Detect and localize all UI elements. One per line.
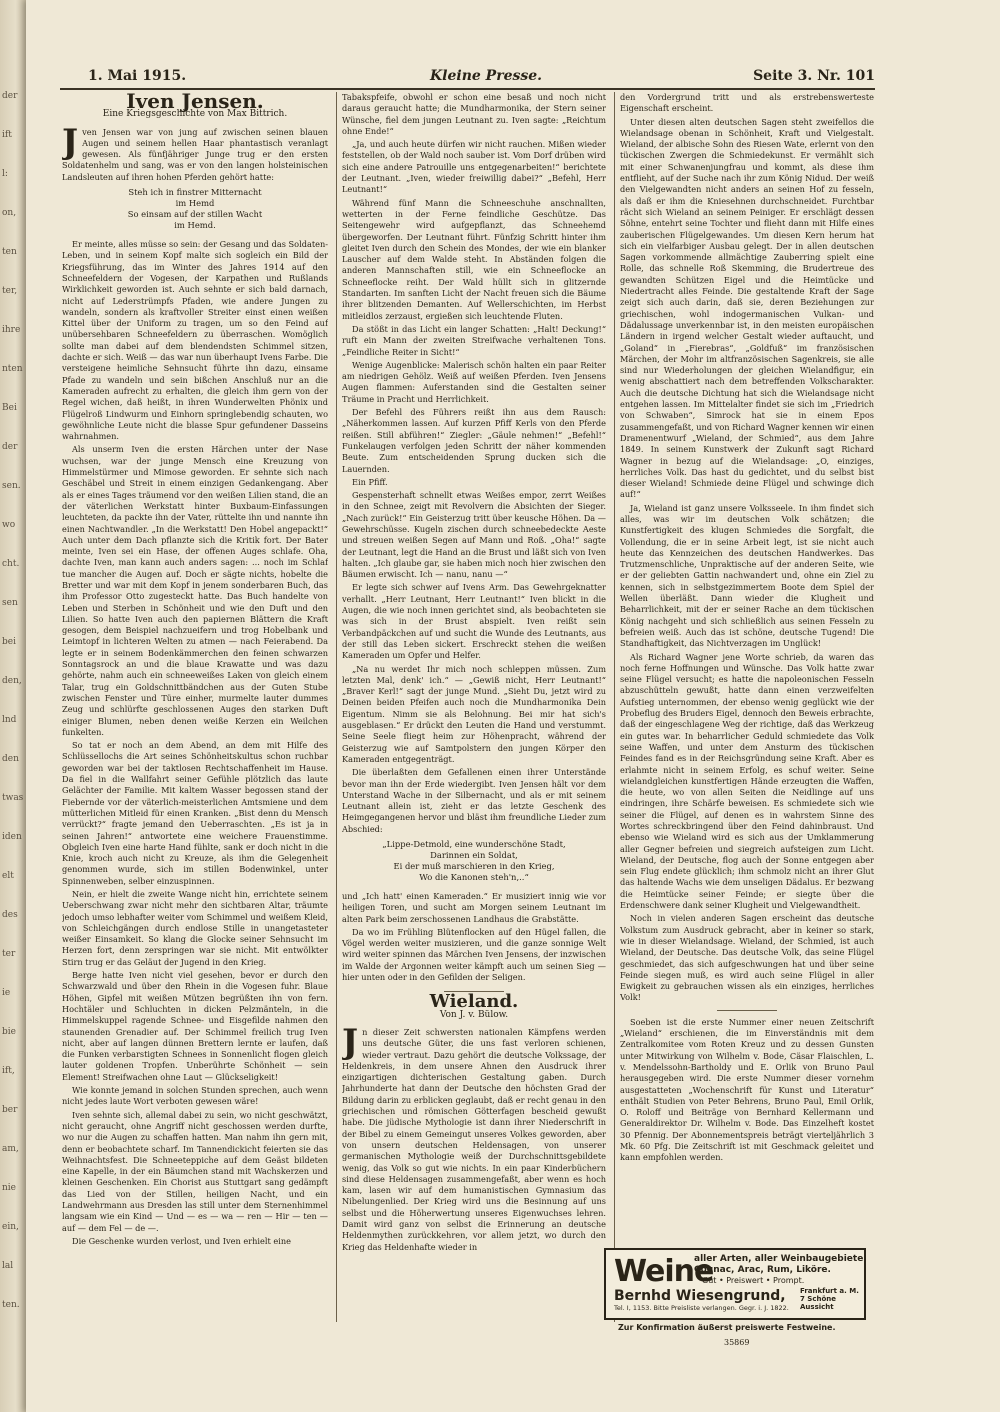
header-date: 1. Mai 1915. bbox=[88, 68, 187, 84]
binding-fragment: lal bbox=[2, 1261, 14, 1271]
notice-paragraph: Soeben ist die erste Nummer einer neuen Zeitschrift „Wieland“ erschienen, die im Einverständnis mit dem Zentralkomitee vom Roten Kreuz und zu dessen Gunsten unter Mitwirkung von Wilhelm v. Bode, Cäsar Flaischlen, L. v. Mendelssohn-Bartholdy und E. Orlik von Bruno Paul herausgegeben wird. Die erste Nummer dieser vornehm ausgestatteten „Wochenschrift für Kunst und Literatur“ enthält Studien von Peter Behrens, Bruno Paul, Emil Orlik, O. Roloff und Beiträge von Bernhard Kellermann und Generaldirektor Dr. Wilhelm v. Bode. Das Einzelheft kostet 30 Pfennig. Der Abonnementspreis beträgt vierteljährlich 3 Mk. 60 Pfg. Die Zeitschrift ist mit Geschmack geleitet und kann empfohlen werden. bbox=[620, 1016, 874, 1163]
song-poem bbox=[342, 839, 606, 883]
poem-line: Steh ich in finstrer Mitternacht bbox=[128, 187, 262, 198]
binding-fragment: ie bbox=[2, 988, 11, 998]
binding-fragment: sen. bbox=[2, 481, 21, 491]
binding-fragment: den bbox=[2, 754, 19, 764]
story-poem bbox=[62, 187, 328, 231]
binding-fragment: cht. bbox=[2, 559, 20, 569]
binding-fragment: lnd bbox=[2, 715, 17, 725]
ad-address: Frankfurt a. M. 7 Schöne Aussicht bbox=[800, 1287, 859, 1311]
binding-fragment: am, bbox=[2, 1144, 19, 1154]
poem-line: Wo die Kanonen steh'n,..“ bbox=[419, 872, 529, 882]
binding-fragment: bie bbox=[2, 1027, 16, 1037]
binding-fragment: ber bbox=[2, 1105, 18, 1115]
story-paragraph: Wenige Augenblicke: Malerisch schön halten ein paar Reiter am niedrigen Gehölz. Weiß auf weißen Pferden. Iven Jensens Augen flammen: Auferstanden sind die Gestalten seiner Träume in Pracht und Herrlichkeit. bbox=[342, 359, 606, 404]
story-intro: Jven Jensen war von jung auf zwischen seinen blauen Augen und seinem hellen Haar phantastisch veranlagt gewesen. Als fünfjähriger Junge trug er den ersten Soldatenhelm und sang, was er von den langen holsteinischen Landsleuten auf ihren hohen Pferden gehört hatte: bbox=[62, 121, 328, 182]
binding-fragment: ter bbox=[2, 949, 16, 959]
story-paragraph: Als unserm Iven die ersten Härchen unter der Nase wuchsen, war der junge Mensch eine Kreuzung von Himmelstürmer und Mimose geworden. Er sehnte sich nach Geschäbel und Streit in einem einzigen Gedankengang. Aber als er eines Tages träumend vor den weißen Lilien stand, die an der väterlichen Werkstatt hinter Buxbaum-Einfassungen leuchteten, da packte ihn der Vater, rüttelte ihn und nannte ihn einen Nachtwandler. „In die Werkstatt! Den Hobel angepackt!“ Auch unter dem Dach pflanzte sich die Kritik fort. Der Bater meinte, Iven sei ein Hase, der offenen Auges schlafe. Oha, dachte Iven, man kann auch anders sagen: ... noch im Schlaf tue mancher die Augen auf. Doch er sägte nichts, hobelte die Bretter und war mit dem Kopf in jenem sonderbaren Buch, das ihm Professor Otto zugesteckt hatte. Das Buch handelte von Leben und Sterben in Schönheit und wie den Duft und den Lilien. So hatte Iven auch den papiernen Blättern die Kraft gesogen, dem Beispiel nachzueifern und trog Hobelbank und Leimtopf in lichteren Welten zu atmen — nach Feierabend. Da legte er in seinem Bodenkämmerchen den feinen schwarzen Sonntagsrock an und die blaue Krawatte und was dazu gehörte, nahm auch ein schneeweißes Laken von gleich einem Talar, trug ein Goldschnittbändchen aus der Guten Stube zwischen Fenster und Türe einher, murmelte lauter dummes Zeug und schlürfte geschlossenen Auges den starken Duft einiger Blumen, neben denen weiße Kerzen ein Weilchen funkelten. bbox=[62, 444, 328, 737]
binding-fragment: elt bbox=[2, 871, 14, 881]
ad-phone: Tel. I, 1153. Bitte Preisliste verlangen. Gegr. i. J. 1822. bbox=[614, 1304, 789, 1312]
ad-company: Bernhd Wiesengrund, bbox=[614, 1288, 786, 1304]
story-paragraph: Die Geschenke wurden verlost, und Iven erhielt eine bbox=[72, 1235, 291, 1246]
poem-line: Darinnen ein Soldat, bbox=[430, 850, 518, 860]
article-paragraph: den Vordergrund tritt und als erstrebenswerteste Eigenschaft erscheint. bbox=[620, 92, 874, 114]
story-paragraph: Wie konnte jemand in solchen Stunden sprechen, auch wenn nicht jedes laute Wort verboten gewesen wäre! bbox=[62, 1085, 328, 1107]
story-paragraph: Berge hatte Iven nicht viel gesehen, bevor er durch den Schwarzwald und über den Rhein in die Vogesen fuhr. Blaue Höhen, Gipfel mit weißen Mützen begrüßten ihn von fern. Hochtäler und Schluchten in dicken Pelzmänteln, in die Himmelskuppel ragende Schnee- und Eisgefilde nahmen den staunenden Grenadier auf. Der Schimmel freilich trug Iven nicht, aber auf langen dünnen Brettern lernte er laufen, daß die Funken verbarstigten Schnees in Sonnenlicht flogen gleich lauter goldenen Tropfen. Unberührte Schönheit — sein Element! Streifwachen ohne Laut — Glückseligkeit! bbox=[62, 970, 328, 1082]
article-paragraph: Jn dieser Zeit schwersten nationalen Kämpfens werden uns deutsche Güter, die uns fast verloren schienen, wieder vertraut. Dazu gehört die deutsche Volkssage, der Heldenkreis, in dem unsere Ahnen den Ausdruck ihrer einzigartigen dichterischen Gestaltung gaben. Durch Jahrhunderte hat dann der Deutsche den höchsten Grad der Bildung darin zu erblicken geglaubt, daß er recht genau in den griechischen und römischen Götterfagen bescheid gewußt habe. Die jüdische Mythologie ist dann ihrer Niederschrift in der Bibel zu einem Gemeingut unseres Volkes geworden, aber von unsern deutschen Heldensagen, von unserer germanischen Mythologie weiß der Durchschnittsgebildete wenig, das Volk so gut wie nichts. In ein paar Kinderbüchern sind diese Heldensagen zusammengefaßt, aber wenn es hoch kam, lasen wir auf dem humanistischen Gymnasium das Nibelungenlied. Der Krieg wird uns die Besinnung auf uns selbst und die Höherwertung unseres Eigenwuchses lehren. Damit wird ganz von selbst die Erinnerung an deutsche Heldenmythen zurückkehren, vor allem jetzt, wo durch den Krieg das Heldenhafte wieder in bbox=[342, 1021, 606, 1252]
binding-fragment: iden bbox=[2, 832, 22, 842]
imprint-number: 35869 bbox=[724, 1338, 750, 1347]
story-paragraph: Während fünf Mann die Schneeschuhe anschnallten, wetterten in der Ferne feindliche Geschütze. Das Seitengewehr wird aufgepflanzt, das Schneehemd übergeworfen. Der Leutnant führt. Fünfzig Schritt hinter ihm gleitet Iven durch den Schein des Mondes, der wie ein blanker Lauscher auf dem Walde steht. In Abständen folgen die anderen Mannschaften still, wie ein Schneeflocke an Schneeflocke reiht. Der Wald hüllt sich in glitzernde Standarten. Im sanften Licht der Nacht freuen sich die Bäume ihrer blitzenden Demanten. Auf Wellerschichten, im Herbst mitleidlos zerzaust, ergießen sich leuchtende Fluten. bbox=[342, 197, 606, 321]
story-paragraph: Iven sehnte sich, allemal dabei zu sein, wo nicht geschwätzt, nicht geraucht, ohne Angriff nicht geschossen werden durfte, wo nur die Augen zu schaffen hatten. Man nahm ihn gern mit, denn er beobachtete scharf. Im Tannendickicht feierten sie das Weihnachtsfest. Die Schneeteppiche auf dem Geäst bildeten eine Kapelle, in der ein Bäumchen stand mit Wachskerzen und kleinen Geschenken. Ein Chorist aus Stuttgart sang gedämpft das Lied von der Stillen, heiligen Nacht, und ein Landwehrmann aus Dresden las still unter dem Sternenhimmel langsam wie ein Kind — Und — es — wa — ren — Hir — ten — auf — dem Fel — de —. bbox=[62, 1109, 328, 1233]
story-paragraph: Da wo im Frühling Blütenflocken auf den Hügel fallen, die Vögel werden weiter musizieren, und die ganze sonnige Welt wird weiter spinnen das Märchen Iven Jensens, der inzwischen im Walde der Argonnen weiter kämpft auch um seinen Sieg — hier unten oder in den Gefilden der Seligen. bbox=[342, 926, 606, 983]
binding-fragment: ift, bbox=[2, 1066, 15, 1076]
column-rule bbox=[614, 92, 615, 1322]
ad-line: aller Arten, aller Weinbaugebiete bbox=[694, 1254, 864, 1264]
binding-fragment: ihre bbox=[2, 325, 21, 335]
binding-fragment: l: bbox=[2, 169, 8, 179]
poem-line: im Hemd. bbox=[174, 220, 216, 231]
page-header bbox=[60, 64, 875, 90]
story-paragraph: Der Befehl des Führers reißt ihn aus dem Rausch: „Näherkommen lassen. Auf kurzen Pfiff Kerls von den Pferde reißen. Still abführen!“ Ziegler: „Gäule nehmen!“ „Befehl!“ Funkelaugen verfolgen jeden Schritt der näher kommenden Beute. Zum entscheidenden Sprung ducken sich die Lauernden. bbox=[342, 407, 606, 474]
story-paragraph: „Na nu werdet Ihr mich noch schleppen müssen. Zum letzten Mal, denk' ich.“ — „Gewiß nicht, Herr Leutnant!“ „Braver Kerl!“ sagt der junge Mund. „Sieht Du, jetzt wird zu Deinen beiden Pfeifen auch noch die Mundharmonika Dein Eigentum. Nimm sie als Belohnung. Bei mir hat sich's ausgeblasen.“ Er drückt den Leuten die Hand und verstummt. Seine Seele fliegt heim zur Höhenpracht, während der Geisterzug wie auf Samtpolstern den jungen Körper den Kameraden entgegenträgt. bbox=[342, 663, 606, 764]
binding-fragment: ten bbox=[2, 247, 17, 257]
header-title: Kleine Presse. bbox=[430, 68, 543, 84]
story-dropcap: J bbox=[62, 121, 79, 162]
story-paragraph: Er meinte, alles müsse so sein: der Gesang und das Soldaten-Leben, und in seinem Kopf malte sich sogleich ein Bild der Kriegsführung, das im Winter des Jahres 1914 auf den Schneefeldern der Vogesen, der Karpathen und Rußlands Wirklichkeit geworden ist. Auch sehnte er sich bald darnach, nicht auf Lederstrümpfs Pfaden, wie andere Jungen zu wandeln, sondern als kraftvoller Streiter einst einen weißen Kittel über der Uniform zu tragen, um so den Feind auf unübersehbaren Schneefeldern zu überraschen. Womöglich sollte man dabei auf dem blendendsten Schimmel sitzen, dachte er sich. Weiß — das war nun überhaupt Ivens Farbe. Die versteigene heimliche Sehnsucht führte ihn dazu, einsame Pfade zu wandeln und sein bißchen Anschluß nur an die Kameraden aufrecht zu erhalten, die gleich ihm gern von der Regel wichen, daß heißt, in ihren Wunderwelten Phönix und Flügelroß Lindwurm und Einhorn springlebendig schauten, wo gewöhnliche Leute nicht die blasse Spur gefundener Dasseins wahrnahmen. bbox=[62, 239, 328, 442]
story-paragraph: Gespensterhaft schnellt etwas Weißes empor, zerrt Weißes in den Schnee, zeigt mit Revolvern die Absichten der Sieger. „Nach zurück!“ Ein Geisterzug tritt über keusche Höhen. Da — Gewehrschüsse. Kugeln zischen durch schneebedeckte Aeste und streuen weißen Segen auf Mann und Roß. „Oha!“ sagte der Leutnant, legt die Hand an die Brust und läßt sich von Iven halten. „Ich glaube gar, sie haben mich noch hier zwischen den Bäumen erwischt. Ich — nanu, nanu —“ bbox=[342, 490, 606, 580]
story-subtitle: Eine Kriegsgeschichte von Max Bittrich. bbox=[102, 109, 288, 120]
column-rule bbox=[336, 92, 337, 1322]
binding-fragment: wo bbox=[2, 520, 16, 530]
story-paragraph: So tat er noch an dem Abend, an dem mit Hilfe des Schlüssellochs die Art seines Schönheitskultus schon ruchbar geworden war bei der taktlosen Rechtschaffenheit im Hause. Da fiel in die Wallfahrt seiner Gefühle plötzlich das laute Gelächter der Familie. Mit kaltem Wasser begossen stand der Fiebernde vor der väterlich-meisterlichen Amtsmiene und dem mütterlichen Mitleid für einen Kranken. „Bist denn du Mensch verrückt?“ fragte jemand den Ueberraschten. „Es ist ja in seinen Jahren!“ antwortete eine weichere Frauenstimme. Obgleich Iven eine harte Hand fühlte, sank er doch nicht in die Knie, kroch auch nicht zu Kreuze, als ihm die Gelegenheit genommen wurde, sich im stillen Bodenwinkel, unter Spinnenweben, selber einzuspinnen. bbox=[62, 740, 328, 886]
ad-headline: Weine bbox=[614, 1254, 714, 1289]
article-dropcap: J bbox=[342, 1021, 359, 1062]
poem-line: So einsam auf der stillen Wacht bbox=[127, 209, 263, 220]
binding-fragment: ter, bbox=[2, 286, 18, 296]
poem-line: Ei der muß marschieren in den Krieg, bbox=[393, 861, 555, 871]
story-paragraph: „Ja, und auch heute dürfen wir nicht rauchen. Mißen wieder feststellen, ob der Wald noch sauber ist. Vom Dorf drüben wird sich eine andere Patrouille uns entgegenarbeiten!“ berichtete der Leutnant. „Iven, wieder freiwillig dabei?“ „Befehl, Herr Leutnant!“ bbox=[342, 139, 606, 195]
binding-fragment: ein, bbox=[2, 1222, 19, 1232]
wine-advertisement bbox=[604, 1248, 866, 1320]
story-title: Iven Jensen. bbox=[126, 92, 264, 113]
section-divider bbox=[717, 1010, 777, 1011]
story-paragraph: Nein, er hielt die zweite Wange nicht hin, errichtete seinem Ueberschwang zwar nicht mehr den sichtbaren Altar, träumte jedoch umso lebhafter weiter vom Schimmel und weißem Kleid, von Schleichgängen durch endlose Stille in unangetasteter weißer Einsamkeit. So klang die Glocke seiner Sehnsucht im Herzen fort, denn zerspringen war sie nicht. Mit entwölkter Stirn trug er das Geläut der Jugend in den Krieg. bbox=[62, 889, 328, 967]
binding-fragment: twas bbox=[2, 793, 24, 803]
article-author: Von J. v. Bülow. bbox=[439, 1009, 509, 1020]
poem-line: „Lippe-Detmold, eine wunderschöne Stadt, bbox=[382, 839, 566, 849]
binding-fragment: on, bbox=[2, 208, 17, 218]
binding-fragment: ift bbox=[2, 130, 12, 140]
binding-fragment: nten bbox=[2, 364, 23, 374]
binding-fragment: des bbox=[2, 910, 18, 920]
story-paragraph: und „Ich hatt' einen Kameraden.“ Er musiziert innig wie vor heiligen Toren, und sucht am Morgen seinem Leutnant im alten Park beim zerschossenen Landhaus die Grabstätte. bbox=[342, 891, 606, 924]
article-paragraph: Unter diesen alten deutschen Sagen steht zweifellos die Wielandsage obenan in Schönheit, Kraft und Vielgestalt. Wieland, der albische Sohn des Riesen Wate, erlernt von den tückischen Zwergen die Schmiedekunst. Er vermählt sich mit einer Schwanenjungfrau und kommt, als diese ihm entflieht, auf der Suche nach ihr zum König Nidud. Der weiß den Vielgewandten nicht anders an seinen Hof zu fesseln, als daß er ihm die Kniesehnen durchschneidet. Furchtbar rächt sich Wieland an seinem Peiniger. Er erschlägt dessen Söhne, entehrt seine Tochter und flieht dann mit Hilfe eines zauberischen Flügelgewandes. Um diesen Kern herum hat sich ein vielfarbiger Ausbau gelegt. Der in allen deutschen Sagen vorkommende allmächtige Zauberring spielt eine Rolle, das schnelle Roß Skemming, die Brudertreue des gewandten Schützen Eigel und die Heimtücke und Niedertracht alles Feinde. Die gestaltende Kraft der Sage zeigt sich auch darin, daß sie, deren Beziehungen zur griechischen, wohl indogermanischen Vulkan- und Dädalussage unverkennbar ist, in den meisten europäischen Ländern in irgend welcher Gestalt wieder auftaucht, und „Goland“ in „Fierebras“, „Goldfuß“ im französischen Märchen, der Mohr im altfranzösischen Sagenkreis, sie alle sind nur Wiederholungen der gleichen Wielandfigur, ein wenig abschattiert nach dem betreffenden Volkscharakter. Auch die deutsche Dichtung hat sich die Wielandsage nicht entgehen lassen. Im Mittelalter findet sie sich im „Friedrich von Schwaben“, Simrock hat sie in einem Epos zusammengefaßt, und von Richard Wagner kennen wir einen Dramenentwurf „Wieland, der Schmied“, aus dem Jahre 1849. In seinem Kunstwerk der Zukunft sagt Richard Wagner in bezug auf die Wielandsage: „O, einziges, herrliches Volk. Das hast du gedichtet, und du selbst bist dieser Wieland! Schmiede deine Flügel und schwinge dich auf!“ bbox=[620, 116, 874, 500]
adjacent-page-binding bbox=[0, 0, 26, 1412]
ad-line: Cognac, Arac, Rum, Liköre. bbox=[694, 1265, 831, 1275]
binding-fragment: ten. bbox=[2, 1300, 20, 1310]
header-page-number: Seite 3. Nr. 101 bbox=[753, 68, 875, 84]
story-paragraph: Da stößt in das Licht ein langer Schatten: „Halt! Deckung!“ ruft ein Mann der zweiten Streifwache verhaltenen Tons. „Feindliche Reiter in Sicht!“ bbox=[342, 323, 606, 357]
binding-fragment: nie bbox=[2, 1183, 17, 1193]
article-paragraph: Als Richard Wagner jene Worte schrieb, da waren das noch ferne Hoffnungen und Wünsche. Das Volk hatte zwar seine Flügel versucht; es hatte die napoleonischen Fesseln abzuschütteln gewußt, hatte dann einen verzweifelten Aufstieg unternommen, der ebenso wenig geglückt wie der Probeflug des Bruders Eigel, dennoch den Beweis erbrachte, daß der eingeschlagene Weg der richtige, daß das Werkzeug ein gutes war. In beharrlicher Geduld schmiedete das Volk seine Waffen, und unter dem Ansturm des tückischen Feindes fand es in der Reichsgründung seine Kraft. Aber es erlahmte nicht in seinem Erfolg, es schuf weiter. Seine wielandgleichen kunstfertigen Hände erzeugten die Waffen, die heute, wo von allen Seiten die Neidlinge auf uns eindringen, ihre Schärfe beweisen. Es schmiedete sich wie seiner die Flügel, auf denen es in wahrstem Sinne des Wortes schreckbringend über den Feind dahinbraust. Und ebenso wie Wieland wird es sich aus der Umklammerung aller Gegner befreien und siegreich aufsteigen zum Licht. Wieland, der Deutsche, flog auch der Sonne entgegen aber sein Flug endete glücklich; ihm schmolz nicht an ihrer Glut das haltende Wachs wie dem unseligen Dädalus. Er bezwang die Heimtücke seiner Feinde; er siegte über die Erdenschwere dank seiner Klugheit und Vielgewandtheit. bbox=[620, 651, 874, 911]
article-paragraph: Ja, Wieland ist ganz unsere Volksseele. In ihm findet sich alles, was wir im deutschen Volk schätzen; die Kunstfertigkeit des klugen Schmiedes die Sorgfalt, die Vollendung, die er in seine Arbeit legt, ist sie nicht auch heute das Kennzeichen des deutschen Handwerkes. Das Trutzmenschliche, Unpraktische auf der anderen Seite, wie er der geliebten Gattin nachwandert und, ohne ein Ziel zu kennen, sich in selbstgezimmertem Boote dem Spiel der Wellen überläßt. Dann wieder die Klugheit und Beharrlichkeit, mit der er seiner Rache an dem tückischen König nachgeht und sich schließlich aus seinen Fesseln zu befreien weiß. Auch das ist schöne, deutsche Tugend! Die Standhaftigkeit, das Nichtverzagen im Unglück! bbox=[620, 502, 874, 649]
story-paragraph: Tabakspfeife, obwohl er schon eine besaß und noch nicht daraus geraucht hatte; die Mundharmonika, der Stern seiner Wünsche, fiel dem jungen Leutnant zu. Iven sagte: „Reichtum ohne Ende!“ bbox=[342, 92, 606, 136]
binding-fragment: der bbox=[2, 91, 18, 101]
story-paragraph: Er legte sich schwer auf Ivens Arm. Das Gewehrgeknatter verhallt. „Herr Leutnant, Herr Leutnant!“ Iven blickt in die Augen, die wie noch innen gerichtet sind, als beobachteten sie was sich in der Brust abspielt. Iven reißt sein Verbandpäckchen auf und sucht die Wunde des Leutnants, aus der still das Leben sickert. Erschreckt stehen die weißen Kameraden um Opfer und Helfer. bbox=[342, 582, 606, 661]
story-paragraph: Die überlaßten dem Gefallenen einen ihrer Unterstände bevor man ihn der Erde wiedergibt. Iven Jensen hält vor dem Unterstand Wache in der Silbernacht, und als er mit seinem Leutnant allein ist, zieht er das letzte Geschenk des Heimgegangenen hervor und bläst ihm freundliche Lieder zum Abschied: bbox=[342, 767, 606, 834]
column-3 bbox=[620, 92, 874, 1240]
ad-footer: Zur Konfirmation äußerst preiswerte Festweine. bbox=[618, 1323, 836, 1332]
ad-line: Gut • Preiswert • Prompt. bbox=[702, 1276, 805, 1285]
binding-fragment: den, bbox=[2, 676, 22, 686]
article-title: Wieland. bbox=[429, 991, 519, 1013]
binding-fragment: Bei bbox=[2, 403, 17, 413]
story-paragraph: Ein Pfiff. bbox=[352, 476, 388, 487]
column-1 bbox=[62, 92, 328, 1332]
article-paragraph: Noch in vielen anderen Sagen erscheint das deutsche Volkstum zum Ausdruck gebracht, aber in keiner so stark, wie in dieser Wielandsage. Wieland, der Schmied, ist auch Wieland, der Deutsche. Das deutsche Volk, das seine Flügel geschmiedet, das sich aufgeschwungen hat und über seine Feinde siegen muß, es wird auch seine Flügel in aller Ewigkeit zu gebrauchen wissen als ein einziges, herrliches Volk! bbox=[620, 913, 874, 1003]
binding-fragment: der bbox=[2, 442, 18, 452]
column-2 bbox=[342, 92, 606, 1332]
poem-line: im Hemd bbox=[175, 198, 215, 209]
binding-fragment: sen bbox=[2, 598, 18, 608]
binding-fragment: bei bbox=[2, 637, 16, 647]
